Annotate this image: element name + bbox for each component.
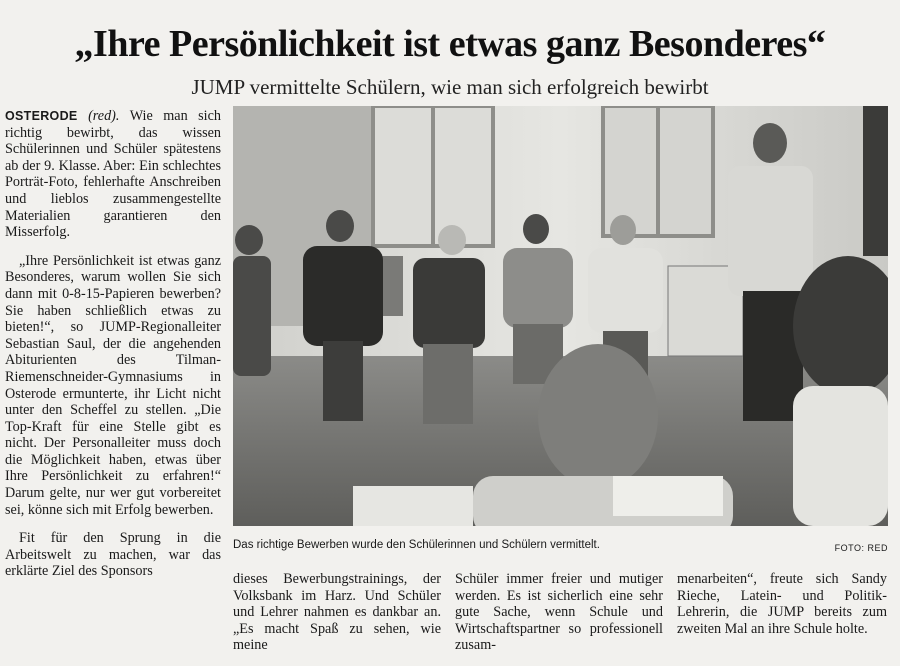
left-column [5, 108, 221, 592]
classroom-photo [233, 106, 888, 526]
paragraph-2: „Ihre Persönlichkeit ist etwas ganz Besonderes, warum wollen Sie sich dann mit 0-8-15-Papieren bewerben? Sie haben schließlich etwas zu bieten!“, so JUMP-Regionalleiter Sebastian Saul, der die angehenden Abiturienten des Tilman-Riemenschneider-Gymnasiums in Osterode ermunterte, ihr Licht nicht unter den Scheffel zu stellen. „Die Top-Kraft für eine Stelle gibt es nicht. Der Personalleiter muss doch die Möglichkeit haben, etwas über Ihre Persönlichkeit zu erfahren!“ Darum gelte, nur wer gut vorbereitet sei, könne sich mit Erfolg bewerben. [5, 252, 221, 518]
subheadline: JUMP vermittelte Schülern, wie man sich erfolgreich bewirbt [191, 75, 709, 99]
dateline: OSTERODE [5, 109, 78, 123]
paragraph-3: Fit für den Sprung in die Arbeitswelt zu machen, war das erklärte Ziel des Sponsors [5, 530, 221, 580]
paragraph-1 [5, 108, 221, 241]
photo-caption: Das richtige Bewerben wurde den Schülerinnen und Schülern vermittelt. [233, 539, 600, 551]
bottom-column-2: Schüler immer freier und mutiger werden. Es ist sicherlich eine sehr gute Sache, wenn Schule und Wirtschaftspartner so professionell zusam- [455, 571, 663, 654]
dateline-source: (red). [88, 108, 120, 124]
headline: „Ihre Persönlichkeit ist etwas ganz Besonderes“ [74, 23, 826, 65]
photo-credit: FOTO: RED [834, 543, 888, 553]
article-photo [233, 106, 888, 526]
paragraph-1-text: Wie man sich richtig bewirbt, das wissen Schülerinnen und Schüler spätestens ab der 9. Klasse. Aber: Ein schlechtes Porträt-Foto, fehlerhafte Anschreiben und lieblos zusammengestellte Materialien garantieren den Misserfolg. [5, 108, 222, 241]
bottom-column-3: menarbeiten“, freute sich Sandy Rieche, Latein- und Politik-Lehrerin, die JUMP bereits zum zweiten Mal an ihre Schule holte. [677, 571, 887, 637]
bottom-column-1: dieses Bewerbungstrainings, der Volksbank im Harz. Und Schüler und Lehrer nahmen es dankbar an. „Es macht Spaß zu sehen, wie meine [233, 571, 441, 654]
